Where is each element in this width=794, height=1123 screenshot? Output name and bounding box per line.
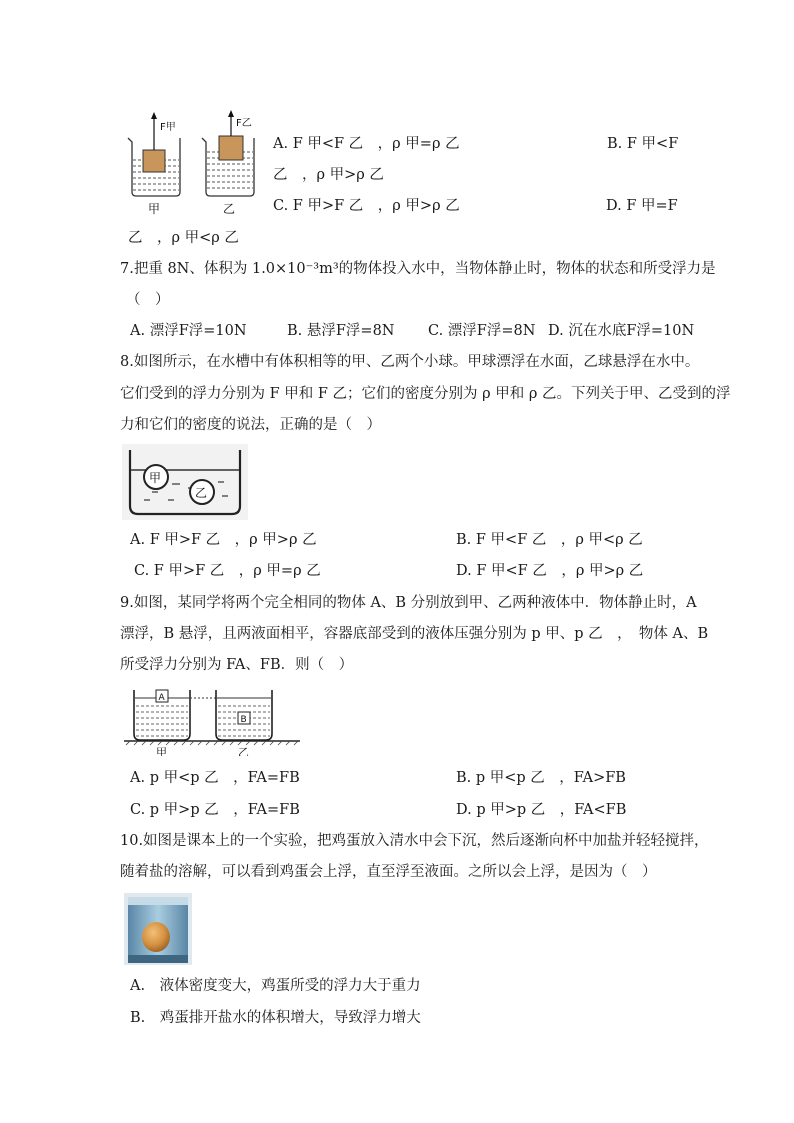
q10-line-2: 随着盐的溶解，可以看到鸡蛋会上浮，直至浮至液面。之所以会上浮，是因为（ ） (120, 864, 657, 880)
q6-figure (120, 108, 265, 218)
q6-option-b-part1: B. F 甲<F (607, 136, 679, 152)
q7-option-b: B. 悬浮F浮=8N (287, 323, 395, 339)
egg (142, 922, 170, 952)
q7-option-a: A. 漂浮F浮=10N (130, 323, 247, 339)
q9-line-2: 漂浮，B 悬浮，且两液面相平，容器底部受到的液体压强分别为 p 甲、p 乙 ， 物体 A、B (120, 626, 709, 642)
q7-stem: 7.把重 8N、体积为 1.0×10⁻³m³的物体投入水中，当物体静止时，物体的状态和所受浮力是 (120, 261, 716, 277)
beaker-b (202, 110, 254, 216)
q6-option-b-part2: 乙 ，ρ 甲>ρ 乙 (273, 167, 384, 183)
object-a-label: A (158, 693, 165, 703)
beaker-a (128, 112, 180, 216)
q10-figure-egg-in-glass (124, 893, 192, 965)
container-label-b: 乙 (238, 746, 249, 756)
q7-paren: （ ） (126, 292, 170, 308)
q8-line-3: 力和它们的密度的说法，正确的是（ ） (120, 417, 381, 433)
beaker-label-b: 乙 (223, 202, 236, 216)
q9-line-1: 9.如图，某同学将两个完全相同的物体 A、B 分别放到甲、乙两种液体中．物体静止时，A (120, 595, 697, 611)
q9-option-d: D. p 甲>p 乙 ，FA<FB (456, 802, 627, 818)
q6-option-d-part2: 乙 ，ρ 甲<ρ 乙 (128, 230, 239, 246)
q9-option-b: B. p 甲<p 乙 ，FA>FB (456, 770, 626, 786)
q9-figure (122, 684, 302, 756)
container-label-a: 甲 (156, 746, 167, 756)
force-label-a: F甲 (160, 122, 176, 133)
q6-option-d-part1: D. F 甲=F (606, 198, 678, 214)
q7-option-c: C. 漂浮F浮=8N (428, 323, 536, 339)
ball-a-label: 甲 (149, 471, 162, 485)
q8-line-2: 它们受到的浮力分别为 F 甲和 F 乙；它们的密度分别为 ρ 甲和 ρ 乙。下列关于甲、乙受到的浮 (120, 386, 731, 402)
q10-option-b: B. 鸡蛋排开盐水的体积增大，导致浮力增大 (130, 1010, 421, 1026)
q8-figure (122, 444, 248, 520)
q6-option-c: C. F 甲>F 乙 ，ρ 甲>ρ 乙 (273, 198, 460, 214)
q7-option-d: D. 沉在水底F浮=10N (548, 323, 695, 339)
q8-option-c: C. F 甲>F 乙 ，ρ 甲=ρ 乙 (134, 563, 321, 579)
q10-option-a: A. 液体密度变大，鸡蛋所受的浮力大于重力 (130, 978, 421, 994)
ball-b-label: 乙 (195, 486, 208, 500)
q9-option-a: A. p 甲<p 乙 ，FA=FB (130, 770, 300, 786)
q8-option-b: B. F 甲<F 乙 ，ρ 甲<ρ 乙 (456, 532, 643, 548)
q9-line-3: 所受浮力分别为 FA、FB．则（ ） (120, 657, 354, 673)
block-b (219, 136, 243, 160)
force-label-b: F乙 (236, 118, 252, 129)
q8-option-a: A. F 甲>F 乙 ，ρ 甲>ρ 乙 (130, 532, 317, 548)
q6-option-a: A. F 甲<F 乙 ，ρ 甲=ρ 乙 (273, 136, 460, 152)
q10-line-1: 10.如图是课本上的一个实验，把鸡蛋放入清水中会下沉，然后逐渐向杯中加盐并轻轻搅拌， (120, 833, 709, 849)
q8-option-d: D. F 甲<F 乙 ，ρ 甲>ρ 乙 (456, 563, 644, 579)
q9-option-c: C. p 甲>p 乙 ，FA=FB (130, 802, 300, 818)
block-a (143, 150, 165, 172)
q8-line-1: 8.如图所示，在水槽中有体积相等的甲、乙两个小球。甲球漂浮在水面，乙球悬浮在水中。 (120, 354, 700, 370)
object-b-label: B (240, 715, 247, 725)
beaker-label-a: 甲 (148, 202, 161, 216)
